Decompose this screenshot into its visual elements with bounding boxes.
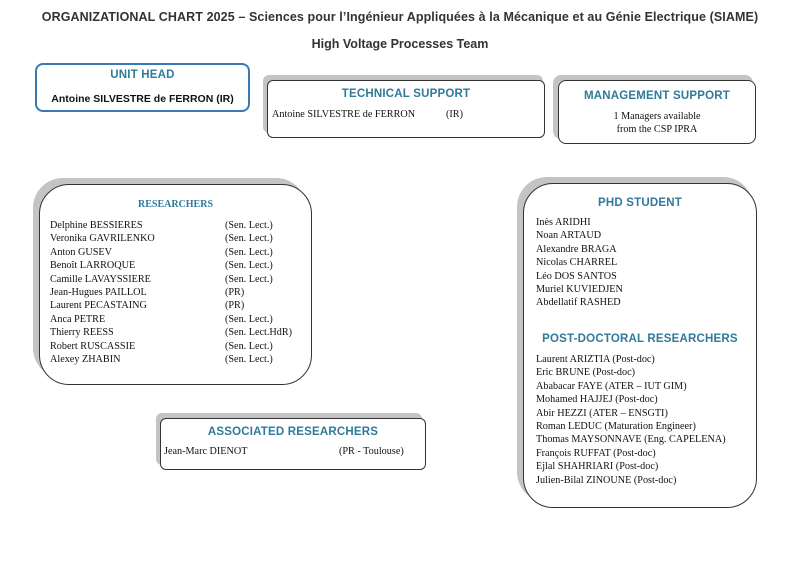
postdoc-heading: POST-DOCTORAL RESEARCHERS (542, 333, 738, 345)
researchers-heading: RESEARCHERS (137, 199, 214, 210)
researcher-role: (PR) (225, 300, 245, 312)
researcher-role: (Sen. Lect.) (225, 246, 273, 258)
phd-box (523, 183, 757, 508)
researcher-role: (Sen. Lect.) (225, 260, 273, 272)
researcher-role: (Sen. Lect.) (225, 313, 273, 325)
associated-heading: ASSOCIATED RESEARCHERS (207, 426, 379, 438)
phd-student-item: Noan ARTAUD (536, 230, 602, 242)
researcher-name: Anton GUSEV (50, 246, 112, 258)
researcher-name: Laurent PECASTAING (50, 300, 147, 312)
postdoc-list (536, 353, 726, 487)
postdoc-item: Julien-Bilal ZINOUNE (Post-doc) (536, 474, 677, 486)
postdoc-item: Roman LEDUC (Maturation Engineer) (536, 420, 696, 432)
researchers-list (50, 219, 305, 366)
researchers-box (39, 184, 312, 385)
unit-head-box (35, 63, 250, 112)
researcher-name: Robert RUSCASSIE (50, 340, 136, 352)
management-support-line2: from the CSP IPRA (616, 124, 698, 135)
phd-heading: PHD STUDENT (598, 197, 682, 209)
researcher-row (50, 232, 305, 245)
researcher-name: Delphine BESSIERES (50, 220, 143, 231)
researcher-name: Alexey ZHABIN (50, 353, 121, 365)
technical-support-role: (IR) (446, 109, 463, 120)
postdoc-item: François RUFFAT (Post-doc) (536, 447, 656, 459)
phd-student-item: Inès ARIDHI (536, 217, 591, 228)
researcher-name: Benoît LARROQUE (50, 260, 136, 272)
phd-student-item: Nicolas CHARREL (536, 257, 618, 269)
researcher-role: (Sen. Lect.) (225, 273, 273, 285)
researcher-name: Anca PETRE (50, 313, 106, 325)
phd-student-item: Léo DOS SANTOS (536, 270, 617, 282)
researcher-name: Thierry REESS (50, 327, 114, 339)
researcher-row (50, 219, 305, 232)
researcher-role: (Sen. Lect.) (225, 220, 273, 231)
postdoc-item: Eric BRUNE (Post-doc) (536, 367, 636, 379)
researcher-row (50, 286, 305, 299)
phd-student-item: Muriel KUVIEDJEN (536, 283, 623, 295)
researcher-row (50, 353, 305, 366)
unit-head-heading: UNIT HEAD (110, 69, 175, 81)
technical-support-box (267, 80, 545, 138)
researcher-role: (Sen. Lect.) (225, 353, 273, 365)
management-support-box (558, 80, 756, 144)
postdoc-item: Abir HEZZI (ATER – ENSGTI) (536, 407, 668, 419)
researcher-row (50, 259, 305, 272)
researcher-row (50, 326, 305, 339)
postdoc-item: Mohamed HAJJEJ (Post-doc) (536, 394, 658, 406)
researcher-name: Camille LAVAYSSIERE (50, 273, 151, 285)
phd-student-item: Alexandre BRAGA (536, 243, 617, 255)
researcher-name: Veronika GAVRILENKO (50, 233, 155, 245)
management-support-line1: 1 Managers available (613, 111, 701, 122)
researcher-row (50, 340, 305, 353)
associated-role: (PR - Toulouse) (339, 446, 404, 457)
researcher-row (50, 313, 305, 326)
researcher-row (50, 246, 305, 259)
researcher-role: (Sen. Lect.) (225, 340, 273, 352)
technical-support-heading: TECHNICAL SUPPORT (341, 88, 471, 100)
researcher-role: (PR) (225, 286, 245, 298)
team-subtitle: High Voltage Processes Team (311, 37, 489, 51)
researcher-row (50, 273, 305, 286)
phd-student-item: Abdellatif RASHED (536, 297, 621, 309)
management-support-heading: MANAGEMENT SUPPORT (583, 90, 731, 102)
postdoc-item: Thomas MAYSONNAVE (Eng. CAPELENA) (536, 434, 726, 446)
phd-list (536, 216, 623, 310)
researcher-role: (Sen. Lect.) (225, 233, 273, 245)
associated-name: Jean-Marc DIENOT (164, 446, 248, 457)
postdoc-item: Ababacar FAYE (ATER – IUT GIM) (536, 380, 687, 392)
unit-head-name: Antoine SILVESTRE de FERRON (IR) (51, 93, 234, 105)
researcher-name: Jean-Hugues PAILLOL (50, 286, 147, 298)
researcher-role: (Sen. Lect.HdR) (225, 327, 293, 339)
associated-box (160, 418, 426, 470)
chart-title: ORGANIZATIONAL CHART 2025 – Sciences pour l’Ingénieur Appliquées à la Mécanique et au Génie Electrique (SIAME) (41, 10, 759, 24)
technical-support-name: Antoine SILVESTRE de FERRON (272, 109, 416, 120)
postdoc-item: Laurent ARIZTIA (Post-doc) (536, 354, 655, 365)
postdoc-item: Ejlal SHAHRIARI (Post-doc) (536, 461, 659, 473)
researcher-row (50, 299, 305, 312)
